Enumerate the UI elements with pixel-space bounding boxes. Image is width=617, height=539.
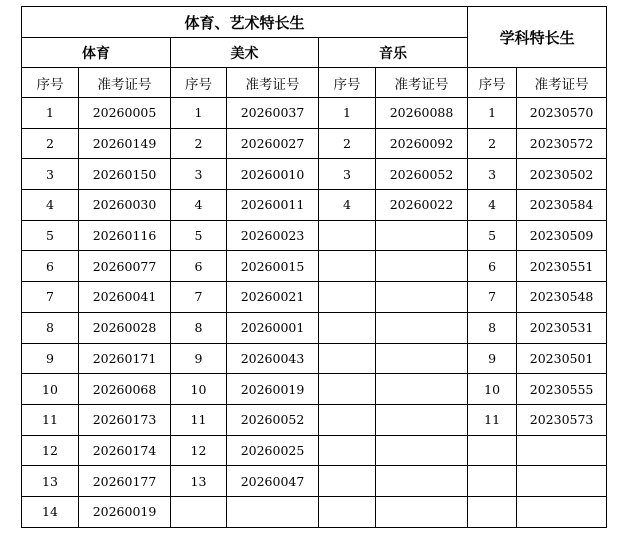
art-seq-cell: 13 — [171, 466, 227, 497]
music-seq-cell — [319, 435, 376, 466]
sports-seq-cell: 6 — [22, 251, 79, 282]
admission-roster-table — [21, 6, 607, 528]
table-row — [22, 466, 607, 497]
art-seq-cell: 2 — [171, 128, 227, 159]
academic-seq-header: 序号 — [468, 68, 517, 98]
academic-seq-cell: 2 — [468, 128, 517, 159]
music-seq-cell — [319, 282, 376, 313]
academic-seq-cell — [468, 435, 517, 466]
academic-exam-id-cell — [517, 435, 607, 466]
academic-seq-cell: 3 — [468, 159, 517, 190]
sports-seq-header: 序号 — [22, 68, 79, 98]
music-exam-id-cell — [376, 404, 468, 435]
academic-exam-id-cell: 20230531 — [517, 312, 607, 343]
art-exam-id-cell: 20260025 — [227, 435, 319, 466]
music-seq-cell — [319, 404, 376, 435]
music-exam-id-cell — [376, 343, 468, 374]
music-seq-cell: 3 — [319, 159, 376, 190]
art-exam-id-cell: 20260019 — [227, 374, 319, 405]
music-exam-id-cell: 20260088 — [376, 98, 468, 129]
table-row — [22, 128, 607, 159]
art-exam-id-cell: 20260052 — [227, 404, 319, 435]
sports-exam-id-cell: 20260030 — [79, 190, 171, 221]
music-seq-cell — [319, 374, 376, 405]
music-seq-cell — [319, 220, 376, 251]
art-seq-cell: 10 — [171, 374, 227, 405]
art-exam-id-cell: 20260043 — [227, 343, 319, 374]
sports-seq-cell: 8 — [22, 312, 79, 343]
art-exam-id-cell: 20260027 — [227, 128, 319, 159]
music-seq-cell — [319, 496, 376, 527]
sports-seq-cell: 9 — [22, 343, 79, 374]
table-row — [22, 343, 607, 374]
music-seq-cell: 4 — [319, 190, 376, 221]
music-exam-id-cell — [376, 435, 468, 466]
sports-exam-id-cell: 20260171 — [79, 343, 171, 374]
art-exam-id-cell: 20260015 — [227, 251, 319, 282]
sports-seq-cell: 4 — [22, 190, 79, 221]
sports-exam-id-cell: 20260019 — [79, 496, 171, 527]
table-row — [22, 159, 607, 190]
sports-seq-cell: 3 — [22, 159, 79, 190]
art-seq-cell: 12 — [171, 435, 227, 466]
music-seq-cell: 1 — [319, 98, 376, 129]
music-id-header: 准考证号 — [376, 68, 468, 98]
sports-art-group-title: 体育、艺术特长生 — [22, 7, 468, 38]
academic-seq-cell: 1 — [468, 98, 517, 129]
music-seq-cell — [319, 312, 376, 343]
music-seq-cell: 2 — [319, 128, 376, 159]
sports-exam-id-cell: 20260116 — [79, 220, 171, 251]
music-seq-header: 序号 — [319, 68, 376, 98]
academic-id-header: 准考证号 — [517, 68, 607, 98]
academic-seq-cell — [468, 496, 517, 527]
table-row — [22, 251, 607, 282]
table-row — [22, 496, 607, 527]
art-seq-cell: 1 — [171, 98, 227, 129]
sports-exam-id-cell: 20260077 — [79, 251, 171, 282]
sports-seq-cell: 13 — [22, 466, 79, 497]
academic-exam-id-cell: 20230551 — [517, 251, 607, 282]
music-exam-id-cell: 20260052 — [376, 159, 468, 190]
art-seq-cell — [171, 496, 227, 527]
table-row — [22, 98, 607, 129]
academic-seq-cell: 6 — [468, 251, 517, 282]
art-section-title: 美术 — [171, 38, 319, 68]
sports-exam-id-cell: 20260005 — [79, 98, 171, 129]
sports-seq-cell: 12 — [22, 435, 79, 466]
academic-seq-cell: 7 — [468, 282, 517, 313]
academic-group-title: 学科特长生 — [468, 7, 607, 68]
music-exam-id-cell — [376, 374, 468, 405]
academic-exam-id-cell: 20230502 — [517, 159, 607, 190]
art-exam-id-cell — [227, 496, 319, 527]
academic-seq-cell: 8 — [468, 312, 517, 343]
music-exam-id-cell: 20260022 — [376, 190, 468, 221]
academic-exam-id-cell: 20230548 — [517, 282, 607, 313]
music-exam-id-cell — [376, 312, 468, 343]
table-row — [22, 220, 607, 251]
art-seq-cell: 5 — [171, 220, 227, 251]
academic-seq-cell: 4 — [468, 190, 517, 221]
table-row — [22, 435, 607, 466]
sports-exam-id-cell: 20260174 — [79, 435, 171, 466]
art-seq-cell: 6 — [171, 251, 227, 282]
art-seq-cell: 9 — [171, 343, 227, 374]
academic-exam-id-cell: 20230501 — [517, 343, 607, 374]
art-exam-id-cell: 20260001 — [227, 312, 319, 343]
sports-seq-cell: 1 — [22, 98, 79, 129]
academic-exam-id-cell: 20230509 — [517, 220, 607, 251]
sports-seq-cell: 2 — [22, 128, 79, 159]
art-id-header: 准考证号 — [227, 68, 319, 98]
music-exam-id-cell: 20260092 — [376, 128, 468, 159]
music-section-title: 音乐 — [319, 38, 468, 68]
academic-exam-id-cell: 20230555 — [517, 374, 607, 405]
sports-section-title: 体育 — [22, 38, 171, 68]
academic-exam-id-cell: 20230570 — [517, 98, 607, 129]
academic-seq-cell: 11 — [468, 404, 517, 435]
music-seq-cell — [319, 343, 376, 374]
art-exam-id-cell: 20260023 — [227, 220, 319, 251]
sports-seq-cell: 14 — [22, 496, 79, 527]
art-exam-id-cell: 20260037 — [227, 98, 319, 129]
sports-exam-id-cell: 20260041 — [79, 282, 171, 313]
sports-id-header: 准考证号 — [79, 68, 171, 98]
sports-exam-id-cell: 20260028 — [79, 312, 171, 343]
sports-exam-id-cell: 20260150 — [79, 159, 171, 190]
sports-exam-id-cell: 20260173 — [79, 404, 171, 435]
sports-exam-id-cell: 20260149 — [79, 128, 171, 159]
sports-seq-cell: 7 — [22, 282, 79, 313]
academic-exam-id-cell: 20230572 — [517, 128, 607, 159]
music-exam-id-cell — [376, 496, 468, 527]
sports-seq-cell: 10 — [22, 374, 79, 405]
sports-seq-cell: 5 — [22, 220, 79, 251]
art-seq-cell: 3 — [171, 159, 227, 190]
music-exam-id-cell — [376, 220, 468, 251]
academic-exam-id-cell — [517, 496, 607, 527]
table-row — [22, 282, 607, 313]
art-seq-header: 序号 — [171, 68, 227, 98]
academic-exam-id-cell: 20230584 — [517, 190, 607, 221]
art-seq-cell: 8 — [171, 312, 227, 343]
music-exam-id-cell — [376, 251, 468, 282]
art-seq-cell: 7 — [171, 282, 227, 313]
academic-seq-cell: 9 — [468, 343, 517, 374]
sports-exam-id-cell: 20260068 — [79, 374, 171, 405]
academic-seq-cell: 5 — [468, 220, 517, 251]
art-seq-cell: 11 — [171, 404, 227, 435]
sports-exam-id-cell: 20260177 — [79, 466, 171, 497]
art-exam-id-cell: 20260011 — [227, 190, 319, 221]
art-seq-cell: 4 — [171, 190, 227, 221]
music-exam-id-cell — [376, 282, 468, 313]
art-exam-id-cell: 20260021 — [227, 282, 319, 313]
art-exam-id-cell: 20260047 — [227, 466, 319, 497]
academic-exam-id-cell — [517, 466, 607, 497]
table-row — [22, 312, 607, 343]
table-row — [22, 404, 607, 435]
sports-seq-cell: 11 — [22, 404, 79, 435]
art-exam-id-cell: 20260010 — [227, 159, 319, 190]
table-row — [22, 374, 607, 405]
music-seq-cell — [319, 251, 376, 282]
academic-exam-id-cell: 20230573 — [517, 404, 607, 435]
academic-seq-cell — [468, 466, 517, 497]
music-seq-cell — [319, 466, 376, 497]
table-row — [22, 190, 607, 221]
music-exam-id-cell — [376, 466, 468, 497]
academic-seq-cell: 10 — [468, 374, 517, 405]
